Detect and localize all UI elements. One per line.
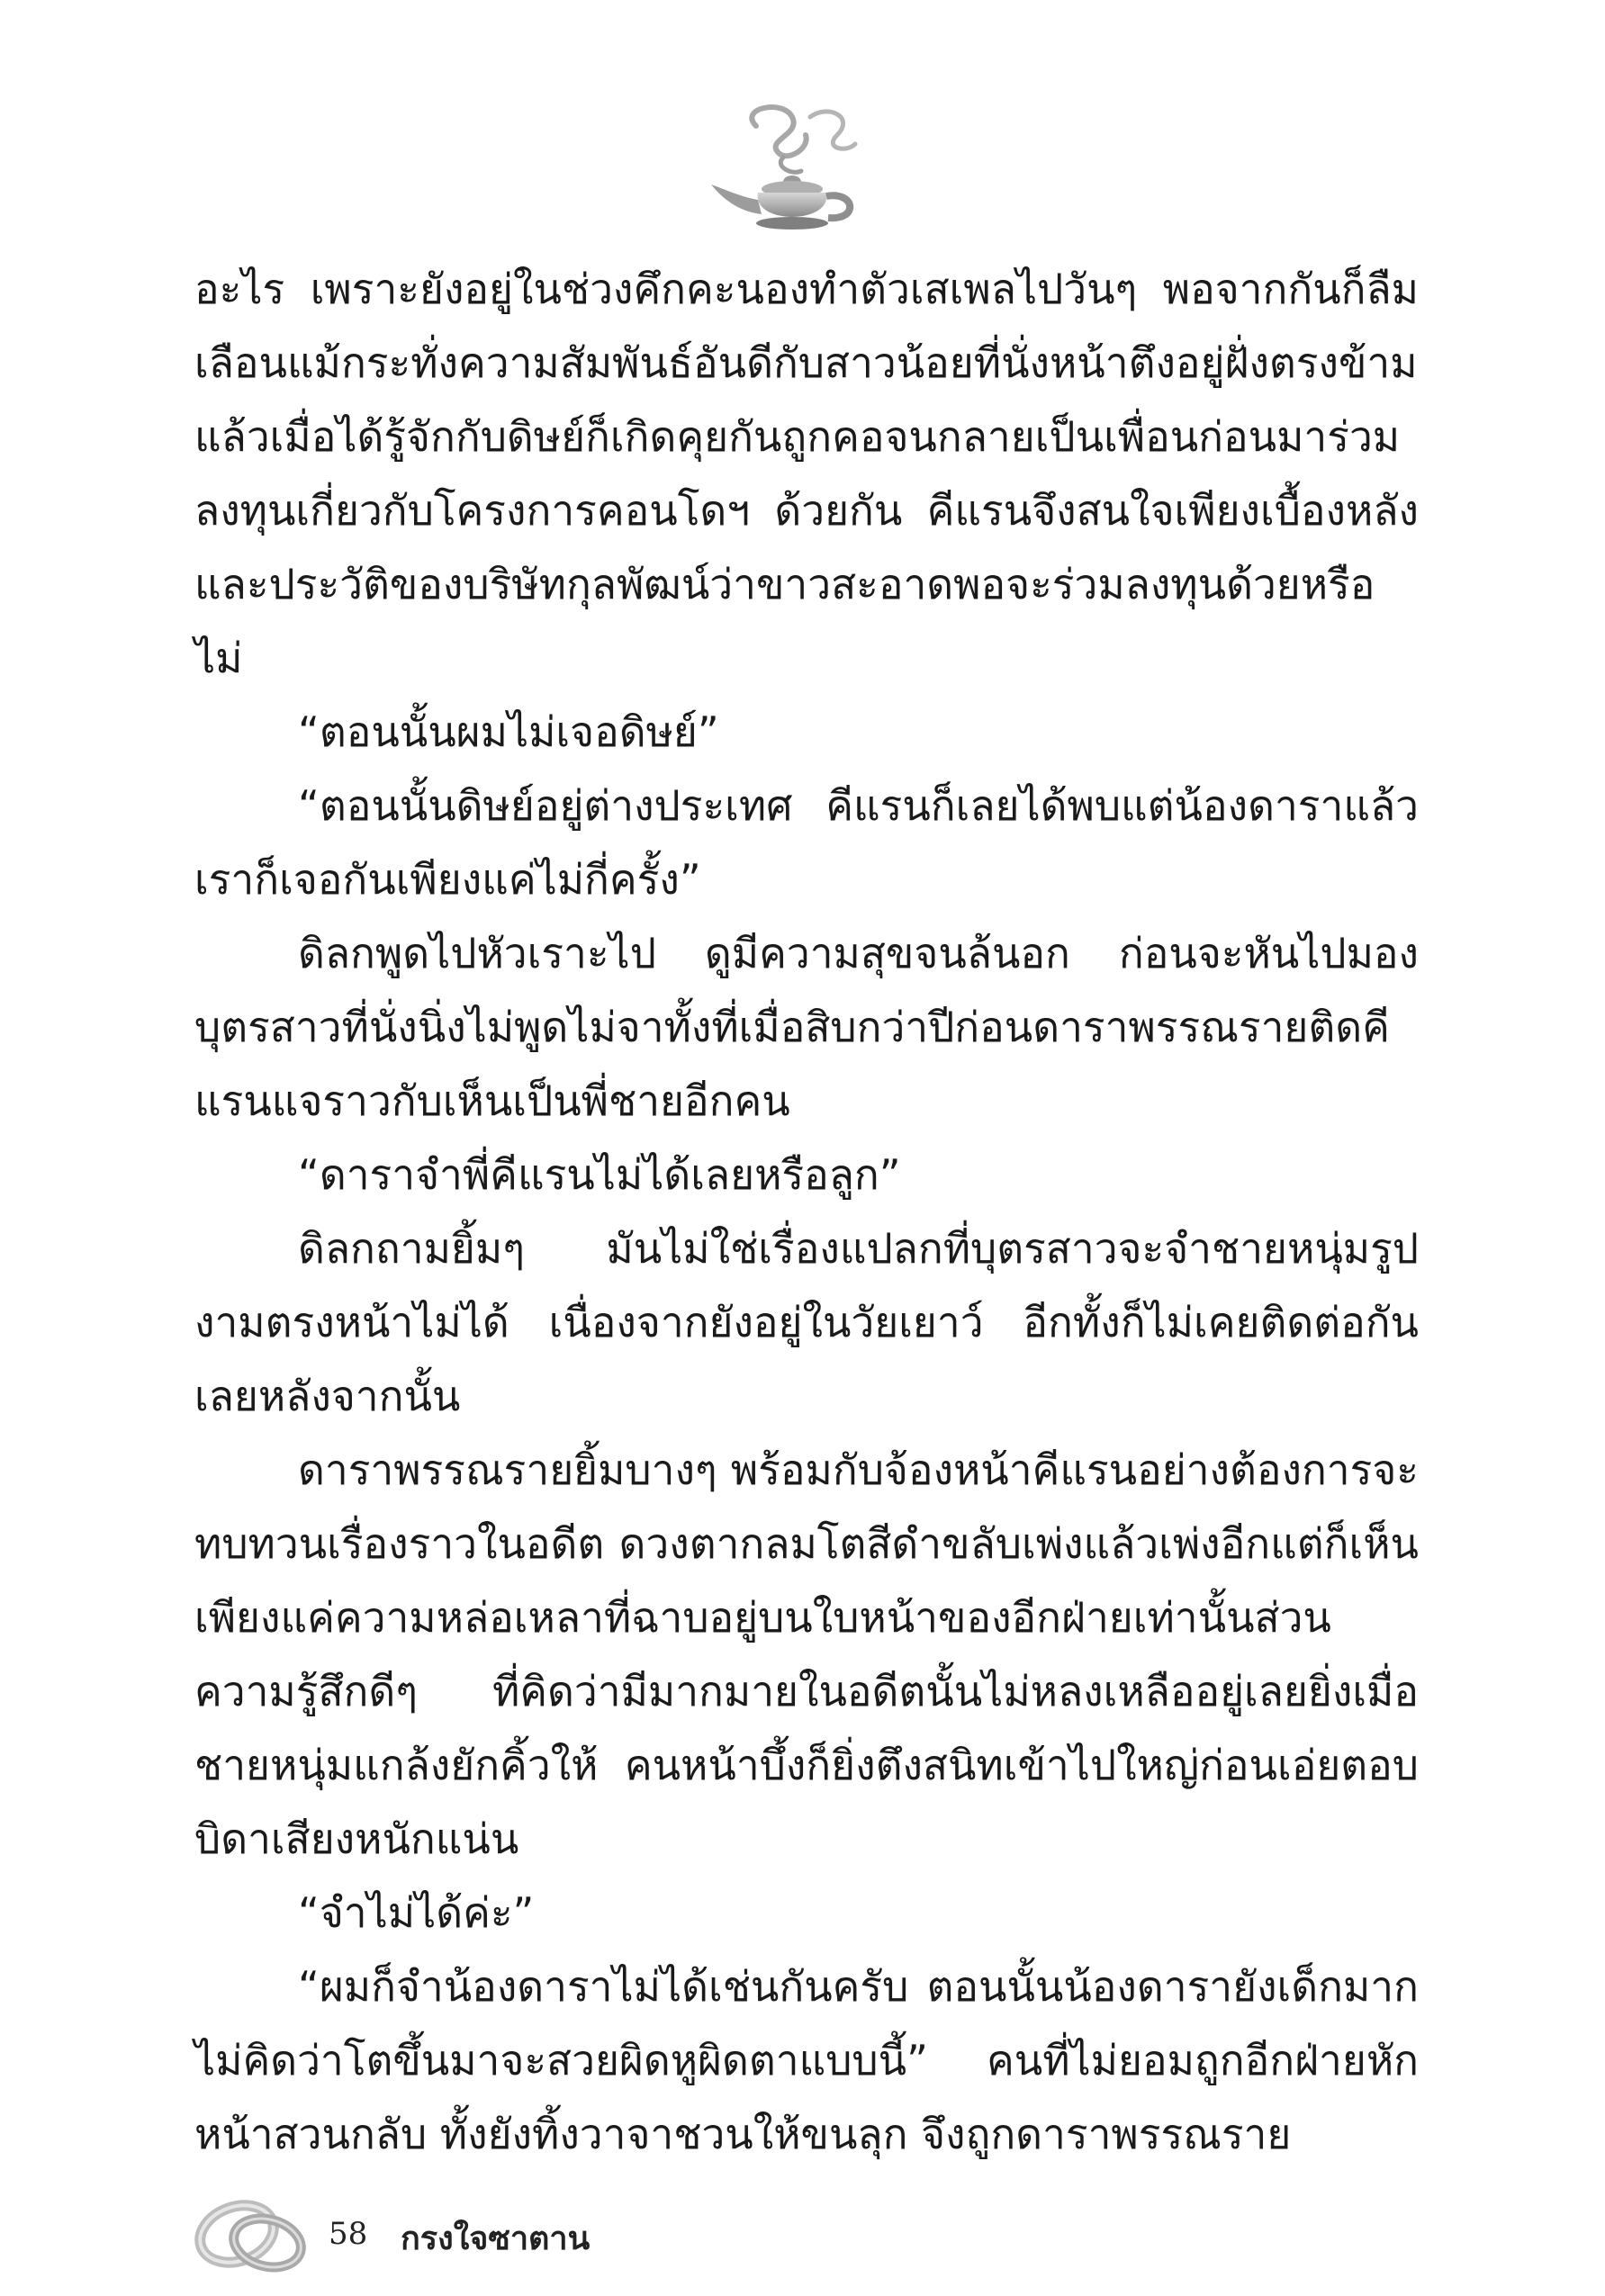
paragraph: ดิลกพูดไปหัวเราะไป ดูมีความสุขจนล้นอก ก่อนจะหันไปมองบุตรสาวที่นั่งนิ่งไม่พูดไม่จาทั้งที่เมื่อสิบกว่าปีก่อนดาราพรรณรายติดคีแรนแจราวกับเห็นเป็นพี่ชายอีกคน xyxy=(194,929,1419,1125)
page-footer xyxy=(185,2178,725,2286)
dialogue-paragraph: “ตอนนั้นดิษย์อยู่ต่างประเทศ คีแรนก็เลยได้พบแต่น้องดาราแล้วเราก็เจอกันเพียงแค่ไม่กี่ครั้ง” xyxy=(194,781,1419,904)
body-text xyxy=(194,252,1419,2171)
teapot-ornament-icon xyxy=(702,99,882,243)
paragraph: อะไร เพราะยังอยู่ในช่วงคึกคะนองทำตัวเสเพลไปวันๆ พอจากกันก็ลืมเลือนแม้กระทั่งความสัมพันธ์อันดีกับสาวน้อยที่นั่งหน้าตึงอยู่ฝั่งตรงข้าม แล้วเมื่อได้รู้จักกับดิษย์ก็เกิดคุยกันถูกคอจนกลายเป็นเพื่อนก่อนมาร่วมลงทุนเกี่ยวกับโครงการคอนโดฯ ด้วยกัน คีแรนจึงสนใจเพียงเบื้องหลังและประวัติของบริษัทกุลพัฒน์ว่าขาวสะอาดพอจะร่วมลงทุนด้วยหรือไม่ xyxy=(194,265,1419,682)
dialogue-paragraph: “ตอนนั้นผมไม่เจอดิษย์” xyxy=(298,707,719,756)
dialogue-paragraph: “ดาราจำพี่คีแรนไม่ได้เลยหรือลูก” xyxy=(298,1150,901,1199)
paragraph: ดาราพรรณรายยิ้มบางๆ พร้อมกับจ้องหน้าคีแรนอย่างต้องการจะทบทวนเรื่องราวในอดีต ดวงตากลมโตสีดำขลับเพ่งแล้วเพ่งอีกแต่ก็เห็นเพียงแค่ความหล่อเหลาที่ฉาบอยู่บนใบหน้าของอีกฝ่ายเท่านั้นส่วนความรู้สึกดีๆ ที่คิดว่ามีมากมายในอดีตนั้นไม่หลงเหลืออยู่เลยยิ่งเมื่อชายหนุ่มแกล้งยักคิ้วให้ คนหน้าบึ้งก็ยิ่งตึงสนิทเข้าไปใหญ่ก่อนเอ่ยตอบบิดาเสียงหนักแน่น xyxy=(194,1445,1419,1863)
dialogue-paragraph: “ผมก็จำน้องดาราไม่ได้เช่นกันครับ ตอนนั้นน้องดารายังเด็กมากไม่คิดว่าโตขึ้นมาจะสวยผิดหูผิดตาแบบนี้” คนที่ไม่ยอมถูกอีกฝ่ายหักหน้าสวนกลับ ทั้งยังทิ้งวาจาชวนให้ขนลุก จึงถูกดาราพรรณราย xyxy=(194,1962,1419,2158)
book-title: กรงใจซาตาน xyxy=(401,2220,591,2257)
wedding-rings-icon xyxy=(185,2178,320,2286)
page-number: 58 xyxy=(329,2216,368,2252)
dialogue-paragraph: “จำไม่ได้ค่ะ” xyxy=(298,1888,535,1937)
paragraph: ดิลกถามยิ้มๆ มันไม่ใช่เรื่องแปลกที่บุตรสาวจะจำชายหนุ่มรูปงามตรงหน้าไม่ได้ เนื่องจากยังอยู่ในวัยเยาว์ อีกทั้งก็ไม่เคยติดต่อกันเลยหลังจากนั้น xyxy=(194,1224,1419,1420)
